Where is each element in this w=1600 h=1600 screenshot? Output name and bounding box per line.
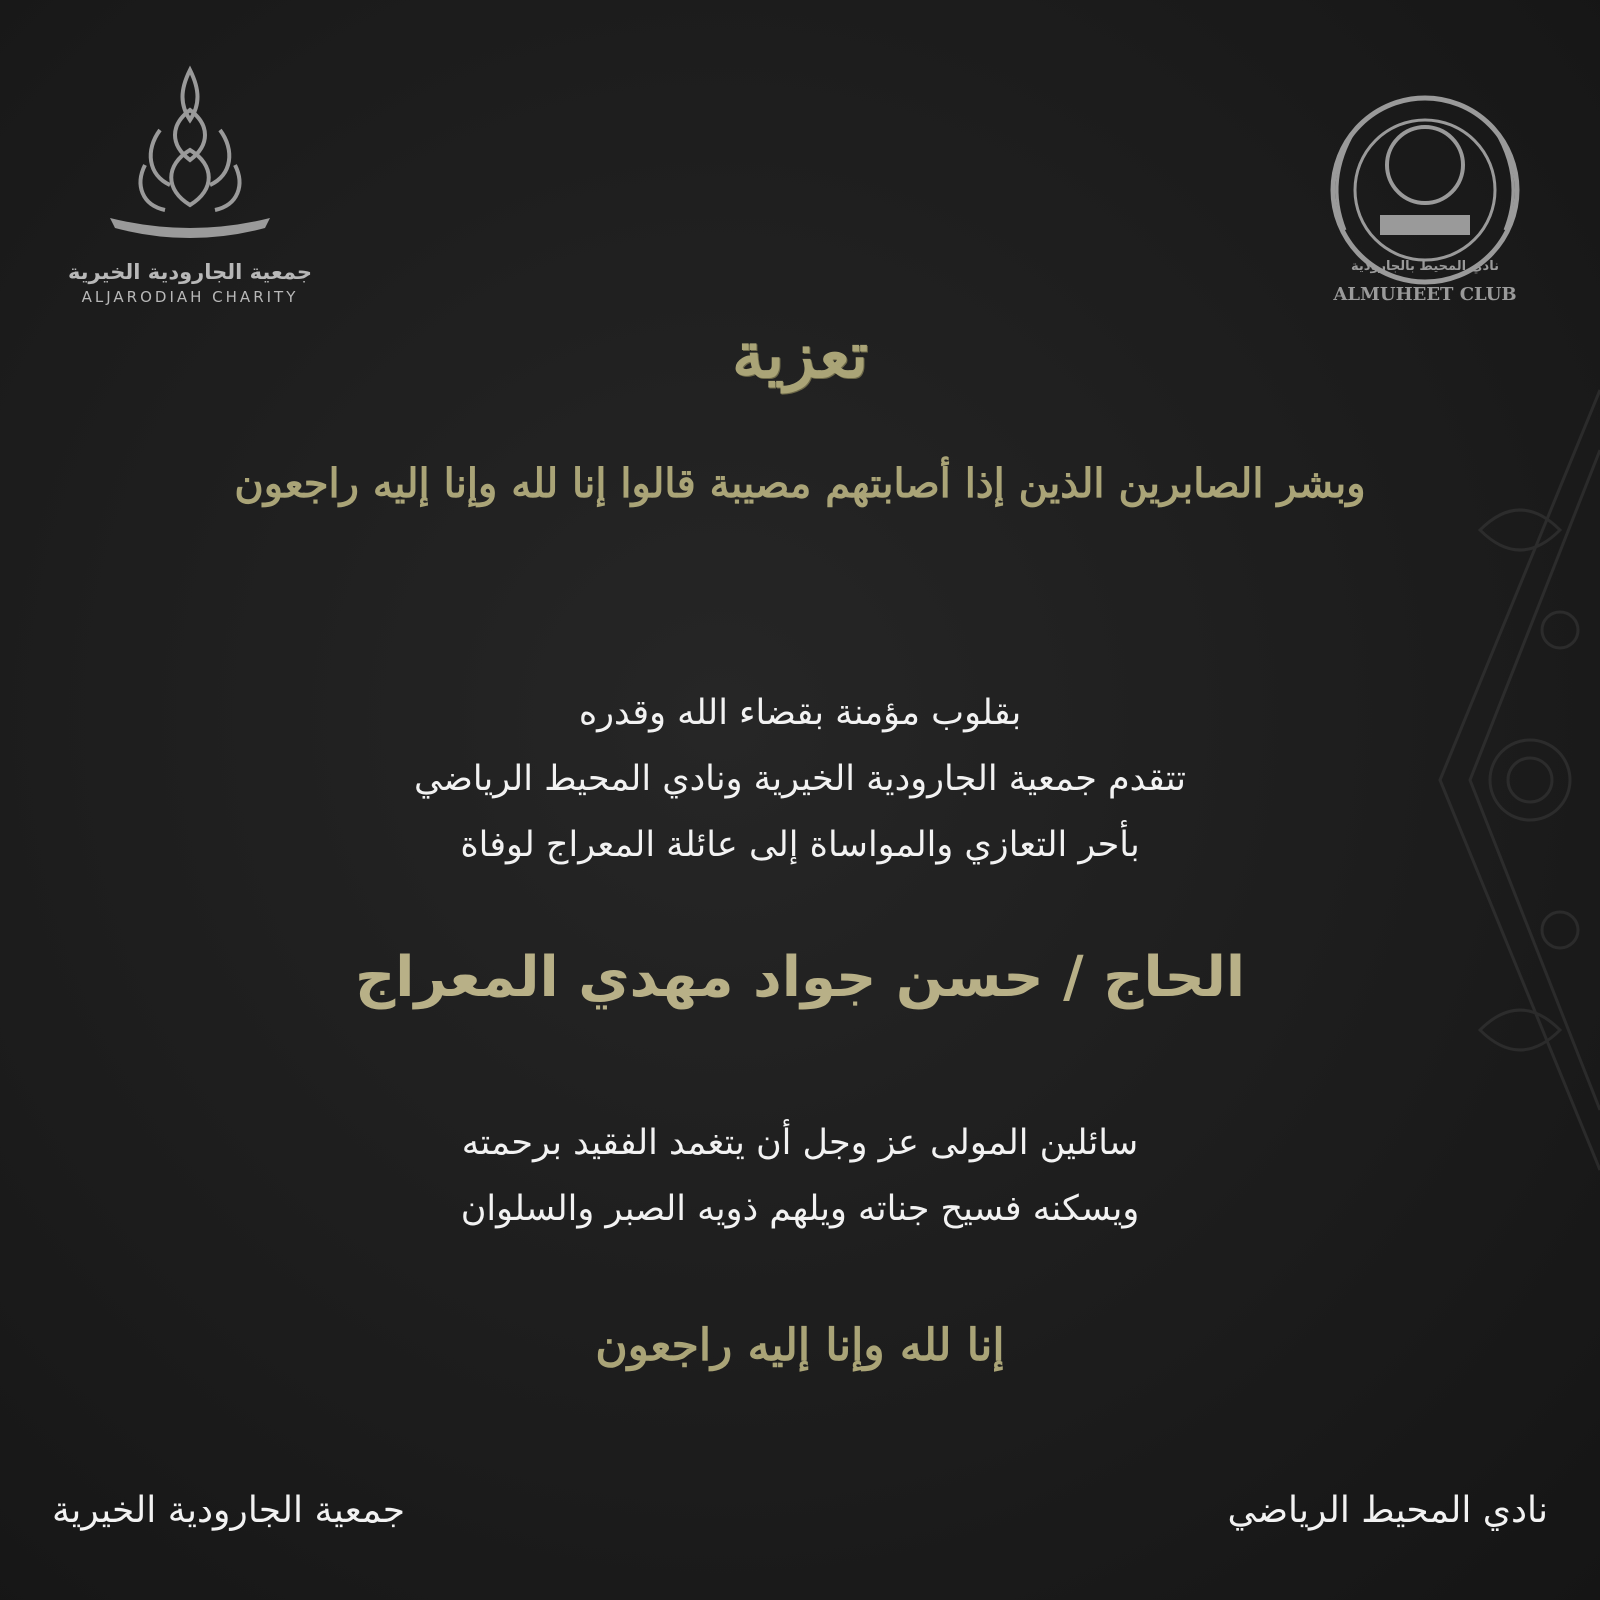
quran-verse: وبشر الصابرين الذين إذا أصابتهم مصيبة قالوا إنا لله وإنا إليه راجعون xyxy=(234,460,1366,507)
wheat-emblem-icon xyxy=(90,60,290,250)
almuheet-logo-english: ALMUHEET CLUB xyxy=(1333,284,1517,305)
closing-phrase: إنا لله وإنا إليه راجعون xyxy=(595,1320,1005,1371)
almuheet-club-logo xyxy=(1305,80,1545,320)
aljarodiah-logo xyxy=(55,60,325,306)
intro-line: تتقدم جمعية الجارودية الخيرية ونادي المحيط الرياضي xyxy=(413,759,1187,799)
prayer-line: ويسكنه فسيح جناته ويلهم ذويه الصبر والسلوان xyxy=(460,1189,1140,1229)
prayer-line: سائلين المولى عز وجل أن يتغمد الفقيد برحمته xyxy=(461,1123,1139,1163)
almuheet-logo-arabic: نادي المحيط بالجارودية xyxy=(1351,259,1499,274)
aljarodiah-logo-english: ALJARODIAH CHARITY xyxy=(81,288,299,306)
footer-club-name: نادي المحيط الرياضي xyxy=(1227,1490,1548,1531)
prayer-text xyxy=(0,1110,1600,1242)
footer-charity-name: جمعية الجارودية الخيرية xyxy=(52,1490,406,1531)
card-title: تعزية xyxy=(731,318,869,393)
aljarodiah-logo-arabic: جمعية الجارودية الخيرية xyxy=(67,260,313,284)
intro-line: بقلوب مؤمنة بقضاء الله وقدره xyxy=(578,693,1022,733)
deceased-name: الحاج / حسن جواد مهدي المعراج xyxy=(354,945,1246,1010)
intro-line: بأحر التعازي والمواساة إلى عائلة المعراج لوفاة xyxy=(460,825,1140,865)
intro-text xyxy=(0,680,1600,878)
